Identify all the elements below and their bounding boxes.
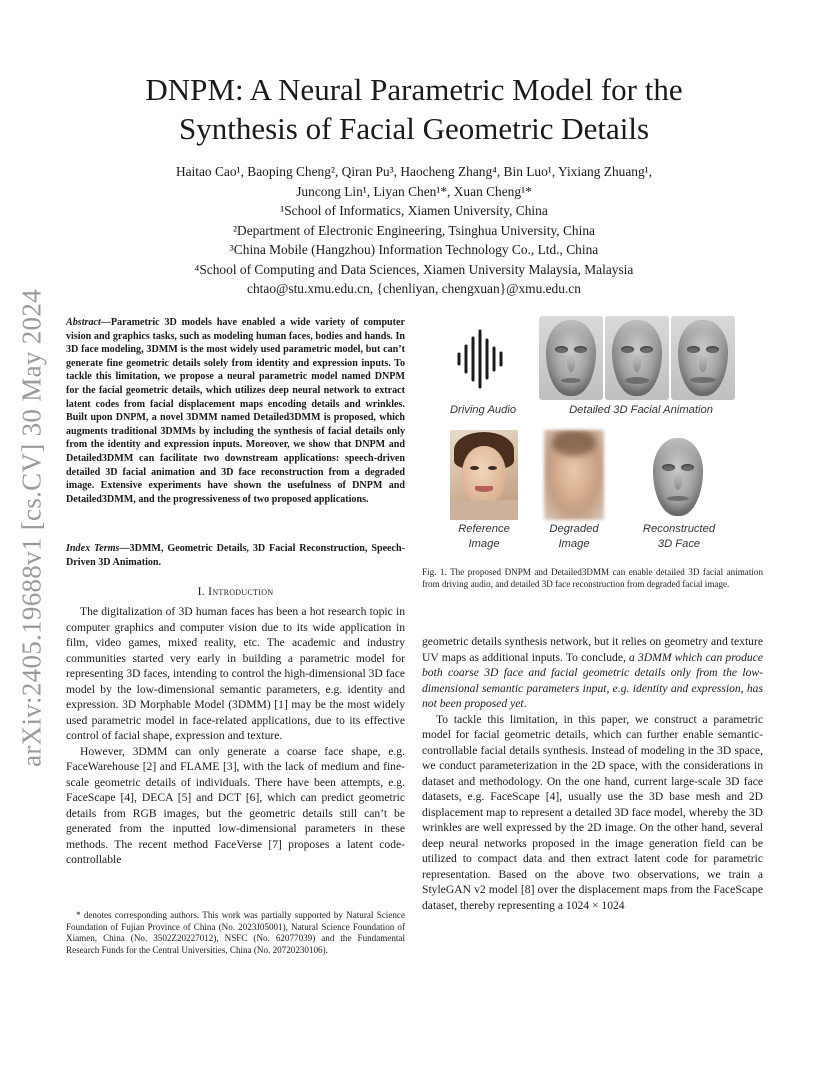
title-line-2: Synthesis of Facial Geometric Details <box>178 111 650 146</box>
label-degraded-image: Degraded Image <box>549 523 599 550</box>
animation-face-3 <box>671 316 735 400</box>
abstract <box>66 316 405 506</box>
label-detailed-animation: Detailed 3D Facial Animation <box>569 404 713 416</box>
introduction-body <box>66 604 405 868</box>
degraded-image <box>544 430 604 520</box>
right-column-body <box>422 634 763 913</box>
affiliation-4: ⁴School of Computing and Data Sciences, Xiamen University Malaysia, Malaysia <box>194 261 634 277</box>
affiliation-2: ²Department of Electronic Engineering, Tsinghua University, China <box>233 222 595 238</box>
index-terms-text: —3DMM, Geometric Details, 3D Facial Reconstruction, Speech-Driven 3D Animation. <box>66 543 405 568</box>
arxiv-side-stamp: arXiv:2405.19688v1 [cs.CV] 30 May 2024 <box>16 289 47 767</box>
abstract-text: —Parametric 3D models have enabled a wide variety of computer vision and graphics tasks, such as modeling human faces, bodies and hands. In 3D face modeling, 3DMM is the most widely used parametric model, but can’t generate fine geometric details solely from identity and expression inputs. To tackle this limitation, we propose a neural parametric model named DNPM for the facial geometric details, which utilizes deep neural network to extract latent codes from facial displacement maps encoding details and wrinkles. Built upon DNPM, a novel 3DMM named Detailed3DMM is proposed, which augments traditional 3DMMs by including the synthesis of facial details only from the identity and expression inputs. Moreover, we show that DNPM and Detailed3DMM can facilitate two downstream applications: speech-driven detailed 3D facial animation and 3D face reconstruction from a degraded image. Extensive experiments have shown the usefulness of DNPM and Detailed3DMM, and the progressiveness of two proposed applications. <box>66 317 405 505</box>
right-paragraph-2: To tackle this limitation, in this paper, we construct a parametric model for facial geometric details, which can further enable semantic-controllable facial details synthesis. Instead of modeling in the 3D space, we conduct parameterization in the 2D space, with the considerations in dataset and methodology. On the one hand, current large-scale 3D face datasets, e.g. FaceScape [4], usually use the 3D base mesh and 2D displacement map to represent a detailed 3D face model, whereby the 3D wrinkles are well expressed by the 2D image. On the other hand, several deep neural networks proposed in the image generation field can be utilized to compact data and then extract latent code for parametric representation. Based on the above two observations, we train a StyleGAN v2 model [8] over the displacement maps from the FaceScape dataset, thereby representing a 1024 × 1024 <box>422 712 763 912</box>
author-emails: chtao@stu.xmu.edu.cn, {chenliyan, chengxuan}@xmu.edu.cn <box>247 281 581 296</box>
label-reconstructed-face: Reconstructed 3D Face <box>642 523 716 550</box>
figure-1-caption: Fig. 1. The proposed DNPM and Detailed3DMM can enable detailed 3D facial animation from driving audio, and detailed 3D face reconstruction from degraded facial image. <box>422 567 763 589</box>
author-list-line-1: Haitao Cao¹, Baoping Cheng², Qiran Pu³, Haocheng Zhang⁴, Bin Luo¹, Yixiang Zhuang¹, <box>175 164 653 179</box>
index-terms <box>66 542 405 569</box>
animation-face-2 <box>605 316 669 400</box>
footnote: * denotes corresponding authors. This work was partially supported by Natural Science Foundation of Fujian Province of China (No. 2023J05001), Natural Science Foundation of Xiamen, China (No. 3502Z20227012), NSFC (No. 62077039) and the Fundamental Research Funds for the Central Universities, China (No. 20720230106). <box>66 910 405 955</box>
audio-waveform-icon <box>456 328 508 390</box>
abstract-label: Abstract <box>66 317 101 328</box>
label-driving-audio: Driving Audio <box>449 404 517 416</box>
reconstructed-3d-face <box>644 434 712 520</box>
title-line-1: DNPM: A Neural Parametric Model for the <box>145 72 683 107</box>
author-block <box>0 162 828 299</box>
section-heading-introduction: I. Introduction <box>197 585 274 598</box>
figure-1 <box>430 308 765 558</box>
author-list-line-2: Juncong Lin¹, Liyan Chen¹*, Xuan Cheng¹* <box>296 183 532 199</box>
label-reference-image: Reference Image <box>458 523 510 550</box>
paper-title <box>0 70 828 148</box>
animation-face-1 <box>539 316 603 400</box>
index-terms-label: Index Terms <box>66 543 120 554</box>
reference-image <box>450 430 518 520</box>
intro-paragraph-1: The digitalization of 3D human faces has been a hot research topic in computer graphics and computer vision due to its wide application in film, video games, mixed reality, etc. The academic and industry communities started very early in building a parametric model for representing 3D faces, intending to control the high-dimensional 3D face model by the low-dimensional semantic parameters, e.g. identity and expression. 3D Morphable Model (3DMM) [1] may be the most widely used parametric model in face-related applications, due to its effective control of facial shape, expression and texture. <box>66 605 405 742</box>
right-paragraph-1: geometric details synthesis network, but it relies on geometry and texture UV maps as additional inputs. To conclude, a 3DMM which can produce both coarse 3D face and facial geometric details only from the low-dimensional semantic parameters input, e.g. identity and expression, has not been proposed yet. <box>422 635 763 710</box>
affiliation-1: ¹School of Informatics, Xiamen University, China <box>280 203 548 218</box>
intro-paragraph-2: However, 3DMM can only generate a coarse face shape, e.g. FaceWarehouse [2] and FLAME [3], with the lack of medium and fine-scale geometric details of individuals. There have been attempts, e.g. FaceScape [4], DECA [5] and DCT [6], which can predict geometric details from RGB images, but the geometric details still can’t be generated from the inputted low-dimensional parameters in these methods. The recent method FaceVerse [7] proposes a latent code-controllable <box>66 744 405 866</box>
affiliation-3: ³China Mobile (Hangzhou) Information Technology Co., Ltd., China <box>229 242 599 257</box>
